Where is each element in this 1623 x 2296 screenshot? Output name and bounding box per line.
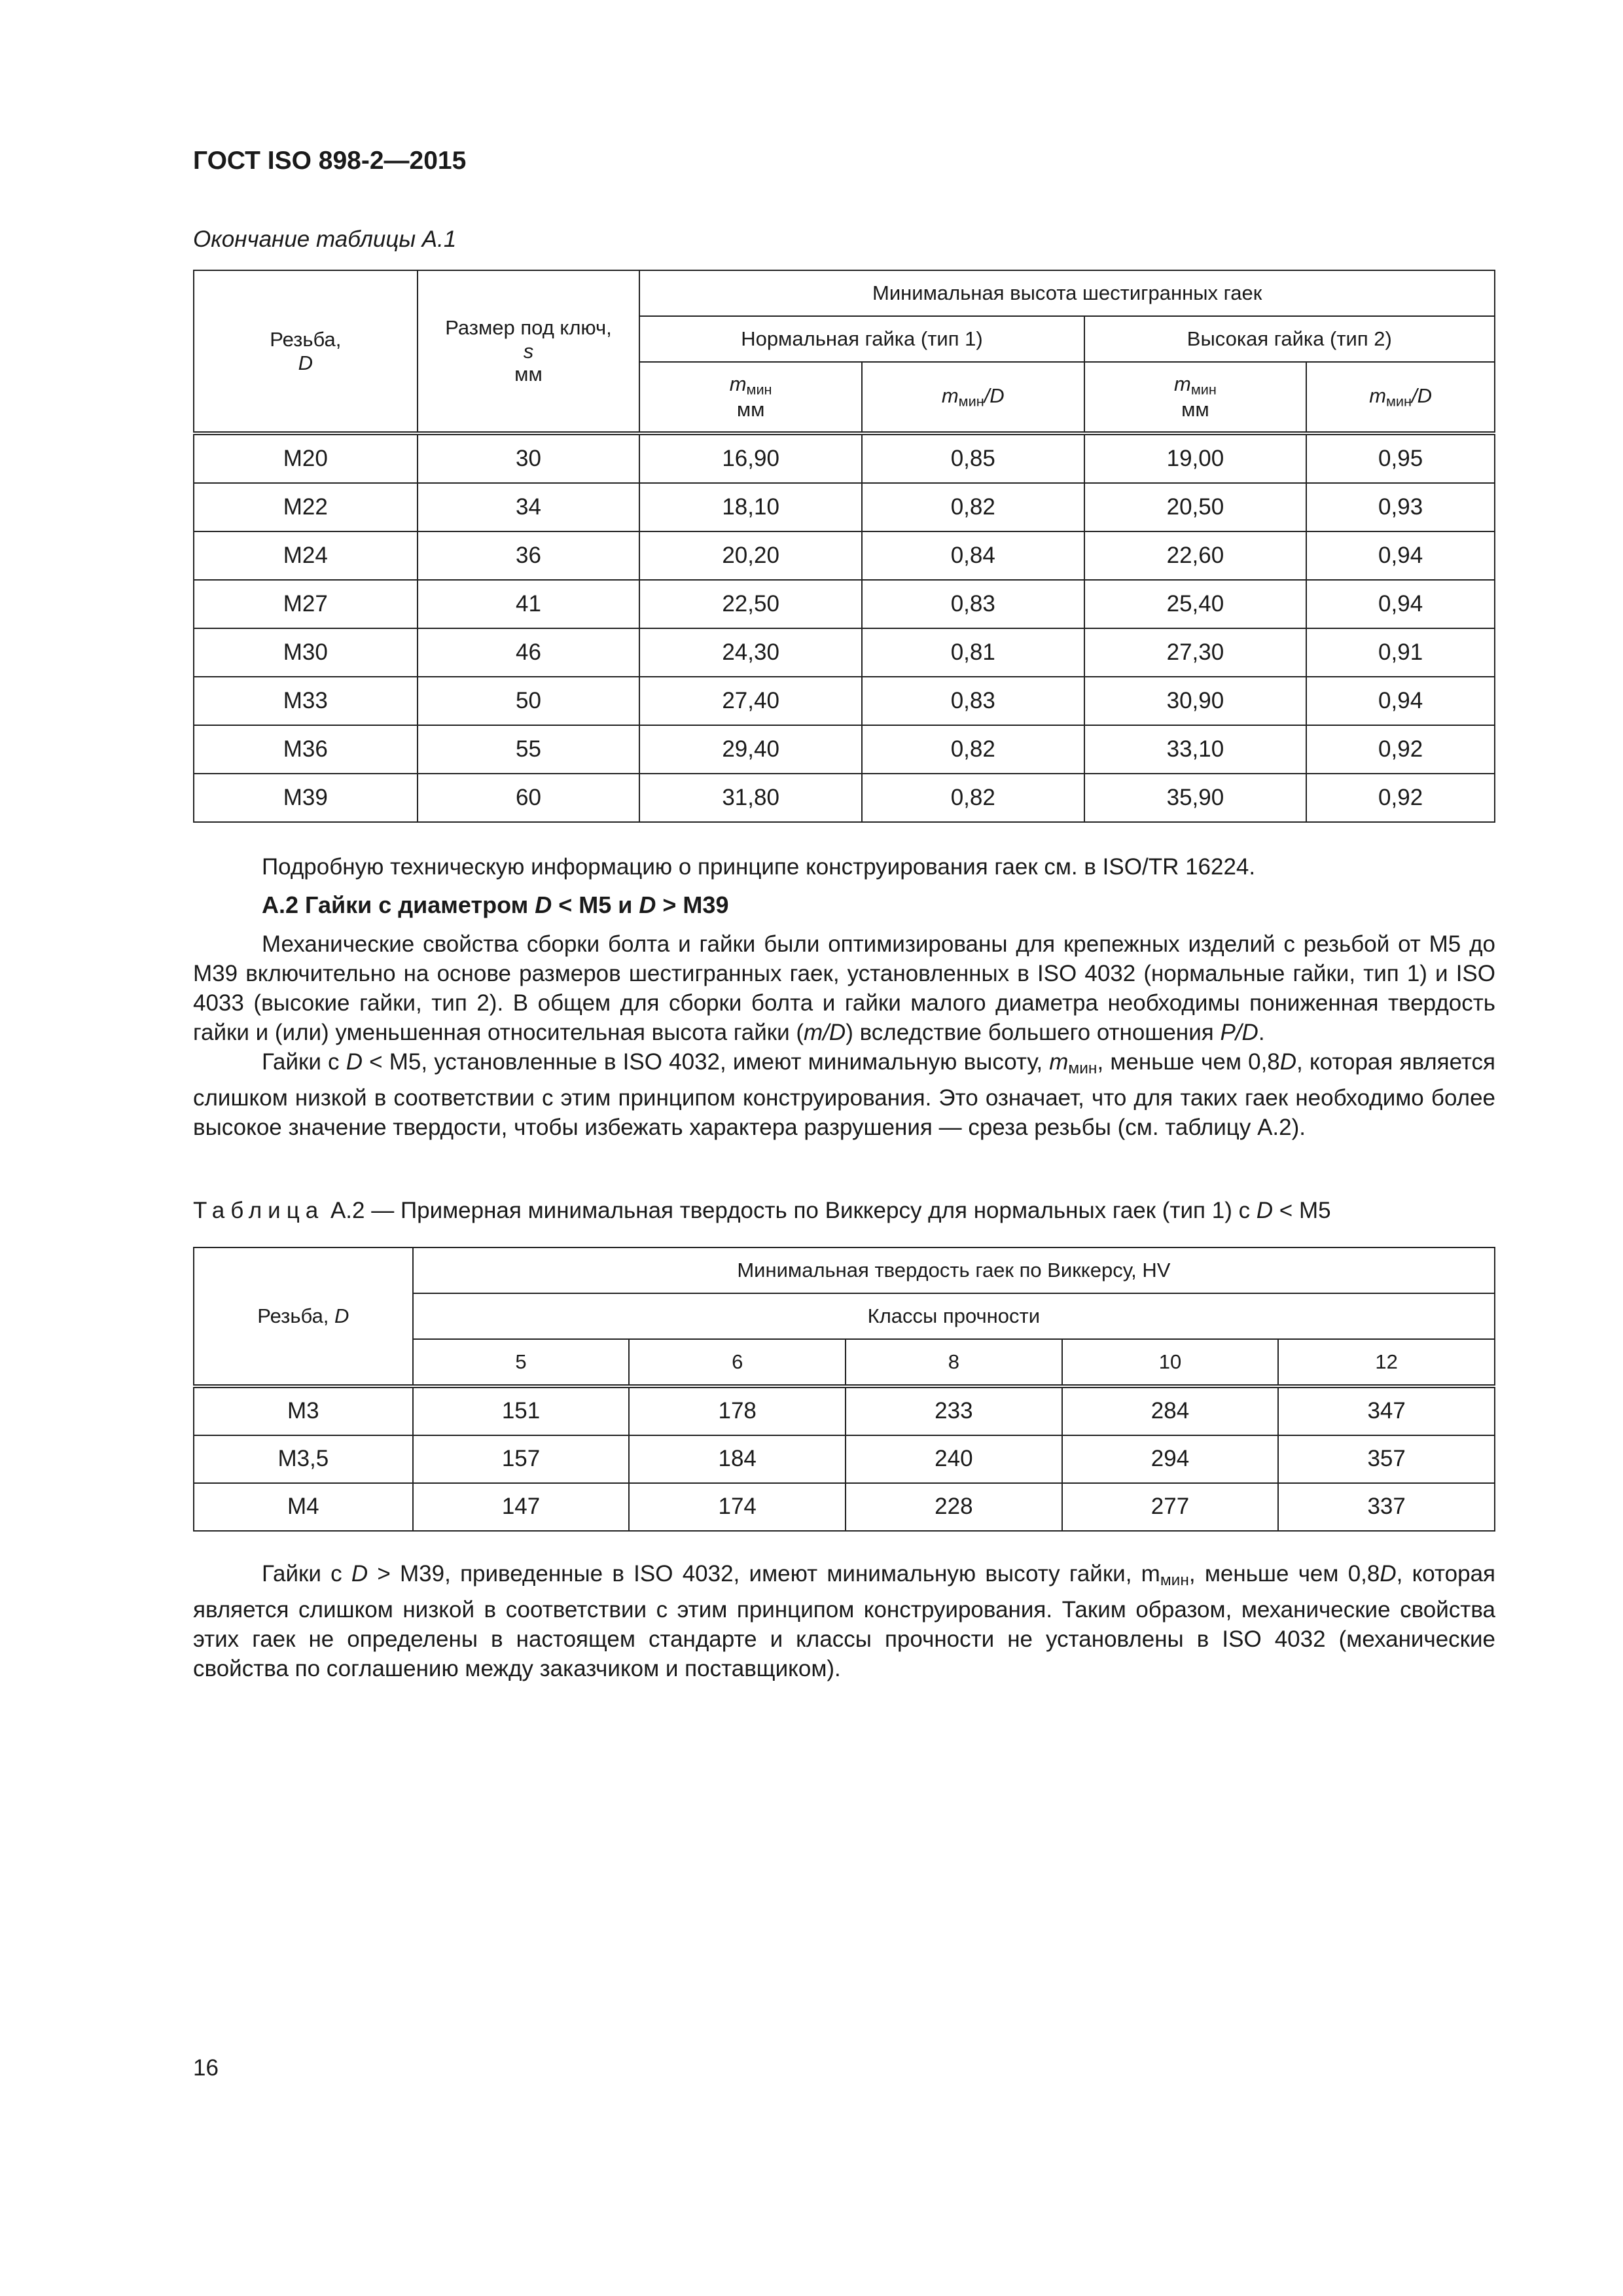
t1-header-thread: Резьба, D	[194, 270, 418, 433]
table-cell: 33,10	[1084, 725, 1307, 774]
paragraph-small-nuts: Гайки с D < M5, установленные в ISO 4032, имеют минимальную высоту, $m_{мин}$, меньше чем 0,8D, которая является слишком низкой в соответствии с этим принципом конструирования. Это означает, что для таких гаек необходимо более высокое значение твердости, чтобы избежать характера разрушения — среза резьбы (см. таблицу А.2).	[193, 1049, 1496, 1141]
document-header: ГОСТ ISO 898-2—2015	[193, 147, 467, 175]
table-cell: 0,82	[862, 774, 1084, 822]
table-cell: 294	[1062, 1435, 1279, 1483]
table-cell: М30	[194, 628, 418, 677]
table-cell: 0,91	[1306, 628, 1495, 677]
table-cell: 0,83	[862, 580, 1084, 628]
t1-header-high: Высокая гайка (тип 2)	[1084, 316, 1495, 362]
table-cell: М27	[194, 580, 418, 628]
table-cell: 337	[1278, 1483, 1495, 1531]
table-cell: 30,90	[1084, 677, 1307, 725]
table-cell: 174	[629, 1483, 846, 1531]
table-cell: 0,82	[862, 483, 1084, 531]
table-cell: 55	[418, 725, 640, 774]
table-cell: 0,93	[1306, 483, 1495, 531]
table1-caption: Окончание таблицы А.1	[193, 226, 457, 252]
t2-body	[194, 1386, 1495, 1531]
strength-class-header: 8	[846, 1339, 1062, 1386]
t2-header-group: Минимальная твердость гаек по Виккерсу, HV	[413, 1247, 1495, 1293]
t1-header-size: Размер под ключ, s мм	[418, 270, 640, 433]
table-cell: М3	[194, 1386, 413, 1435]
t2-header-thread: Резьба, D	[194, 1247, 413, 1386]
table-cell: 284	[1062, 1386, 1279, 1435]
t1-body	[194, 433, 1495, 822]
table-cell: 277	[1062, 1483, 1279, 1531]
table-cell: 147	[413, 1483, 630, 1531]
table-cell: 347	[1278, 1386, 1495, 1435]
table-cell: М24	[194, 531, 418, 580]
table-cell: 16,90	[639, 433, 862, 483]
t1-header-group: Минимальная высота шестигранных гаек	[639, 270, 1495, 316]
table-cell: 50	[418, 677, 640, 725]
table-cell: 357	[1278, 1435, 1495, 1483]
table-cell: 24,30	[639, 628, 862, 677]
table-row	[194, 580, 1495, 628]
table-cell: 0,85	[862, 433, 1084, 483]
table-cell: 178	[629, 1386, 846, 1435]
table-cell: 0,94	[1306, 677, 1495, 725]
table-cell: 27,30	[1084, 628, 1307, 677]
table-cell: 22,60	[1084, 531, 1307, 580]
t2-header-classes: Классы прочности	[413, 1293, 1495, 1339]
table-cell: 41	[418, 580, 640, 628]
table-cell: М33	[194, 677, 418, 725]
table-cell: 228	[846, 1483, 1062, 1531]
table-cell: 20,20	[639, 531, 862, 580]
t1-header-ratio-high: $m_{мин}/D$	[1306, 362, 1495, 433]
page-number: 16	[193, 2055, 219, 2081]
table-cell: 18,10	[639, 483, 862, 531]
table-row	[194, 531, 1495, 580]
table-row	[194, 1483, 1495, 1531]
strength-class-header: 12	[1278, 1339, 1495, 1386]
t1-header-normal: Нормальная гайка (тип 1)	[639, 316, 1084, 362]
table-cell: 151	[413, 1386, 630, 1435]
table-cell: 240	[846, 1435, 1062, 1483]
table-cell: 34	[418, 483, 640, 531]
table-row	[194, 1386, 1495, 1435]
table-cell: 0,84	[862, 531, 1084, 580]
table-cell: 0,92	[1306, 725, 1495, 774]
t1-header-mmin-high: $m_{мин}$ мм	[1084, 362, 1307, 433]
table-cell: 22,50	[639, 580, 862, 628]
strength-class-header: 5	[413, 1339, 630, 1386]
table-cell: М22	[194, 483, 418, 531]
table-cell: М4	[194, 1483, 413, 1531]
table-row	[194, 677, 1495, 725]
table-cell: 29,40	[639, 725, 862, 774]
table-row	[194, 725, 1495, 774]
t1-header-mmin-normal: $m_{мин}$ мм	[639, 362, 862, 433]
paragraph-reference: Подробную техническую информацию о принципе конструирования гаек см. в ISO/TR 16224.	[262, 854, 1256, 880]
table-cell: М39	[194, 774, 418, 822]
table-row	[194, 628, 1495, 677]
strength-class-header: 6	[629, 1339, 846, 1386]
strength-class-header: 10	[1062, 1339, 1279, 1386]
table-cell: 20,50	[1084, 483, 1307, 531]
table-cell: М3,5	[194, 1435, 413, 1483]
table-cell: М36	[194, 725, 418, 774]
table-cell: 184	[629, 1435, 846, 1483]
section-heading-a2: А.2 Гайки с диаметром D < M5 и D > M39	[262, 891, 729, 918]
table-cell: 0,92	[1306, 774, 1495, 822]
table-cell: 46	[418, 628, 640, 677]
table-cell: 0,81	[862, 628, 1084, 677]
table-cell: 60	[418, 774, 640, 822]
table-cell: 0,94	[1306, 580, 1495, 628]
table-cell: 25,40	[1084, 580, 1307, 628]
table-cell: 157	[413, 1435, 630, 1483]
table-row	[194, 1435, 1495, 1483]
table-row	[194, 483, 1495, 531]
table-cell: 0,94	[1306, 531, 1495, 580]
paragraph-mechanical-properties: Механические свойства сборки болта и гайки были оптимизированы для крепежных изделий с резьбой от М5 до М39 включительно на основе размеров шестигранных гаек, установленных в ISO 4032 (нормальные гайки, тип 1) и ISO 4033 (высокие гайки, тип 2). В общем для сборки болта и гайки малого диаметра необходимы пониженная твердость гайки и (или) уменьшенная относительная высота гайки (m/D) вследствие большего отношения P/D.	[193, 931, 1495, 1045]
table-cell: 35,90	[1084, 774, 1307, 822]
table-cell: 36	[418, 531, 640, 580]
table-row	[194, 433, 1495, 483]
table-a2	[193, 1247, 1495, 1532]
table-cell: 0,82	[862, 725, 1084, 774]
table-cell: 0,95	[1306, 433, 1495, 483]
table-cell: 30	[418, 433, 640, 483]
table-cell: 31,80	[639, 774, 862, 822]
table-cell: 233	[846, 1386, 1062, 1435]
table-cell: 0,83	[862, 677, 1084, 725]
table-cell: 19,00	[1084, 433, 1307, 483]
table-cell: 27,40	[639, 677, 862, 725]
table-row	[194, 774, 1495, 822]
t1-header-ratio-normal: $m_{мин}/D$	[862, 362, 1084, 433]
table-cell: М20	[194, 433, 418, 483]
table-a1	[193, 270, 1495, 823]
paragraph-large-nuts: Гайки с D > M39, приведенные в ISO 4032, имеют минимальную высоту гайки, $m_{мин}$, меньше чем 0,8D, которая является слишком низкой в соответствии с этим принципом конструирования. Таким образом, механические свойства этих гаек не определены в настоящем стандарте и классы прочности не установлены в ISO 4032 (механические свойства по соглашению между заказчиком и поставщиком).	[193, 1561, 1495, 1682]
table2-caption: Таблица А.2 — Примерная минимальная твердость по Виккерсу для нормальных гаек (тип 1) с D < M5	[193, 1198, 1331, 1223]
